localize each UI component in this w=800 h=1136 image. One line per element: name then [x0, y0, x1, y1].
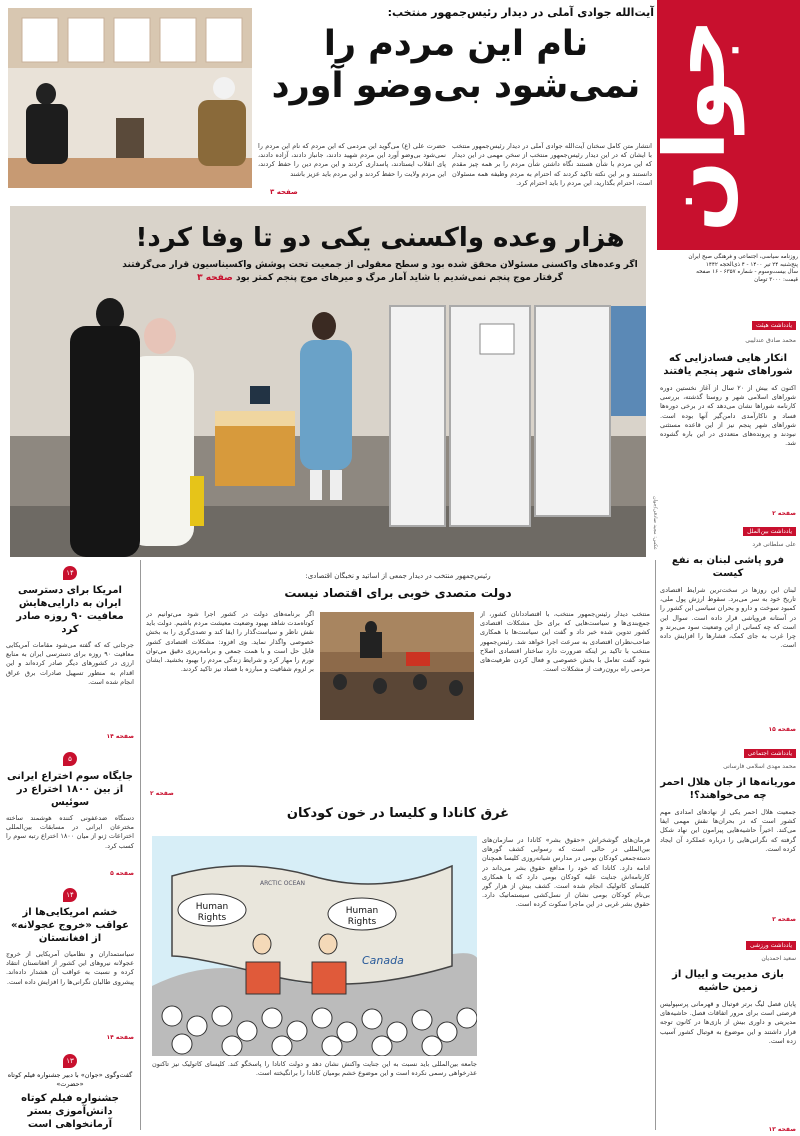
right-item-page-ref: صفحه ۱۳	[768, 1126, 796, 1133]
left-item-headline: جشنواره فیلم کوتاه دانش‌آموزی بستر آرمانخواهی است	[21, 1093, 119, 1130]
column-divider-left	[140, 560, 141, 1130]
main-photo-deck-1: اگر وعده‌های واکسنی مسئولان محقق شده بود و سطح معقولی از جمعیت تحت پوشش واکسیناسیون قرار می‌گرفتند	[122, 260, 638, 270]
right-column-item	[660, 518, 796, 733]
main-photo-caption	[120, 222, 640, 283]
right-item-page-ref: صفحه ۳	[772, 916, 796, 923]
right-item-page-ref: صفحه ۲	[772, 510, 796, 517]
main-photo-deck-2	[120, 273, 640, 283]
masthead-description: روزنامه سیاسی، اجتماعی و فرهنگی صبح ایران	[688, 254, 798, 260]
column-divider-right	[655, 560, 656, 1130]
right-item-body: اکنون که بیش از ۲۰ سال از آغاز نخستین دوره شوراهای اسلامی شهر و روستا گذشته، بررسی کارنامه شوراها نشان می‌دهد که در برخی دوره‌ها فساد و ناکارآمدی دامن‌گیر آنها بوده است. شوراهای شهر پنجم نیز از این قاعده مستثنی نبودند و پرونده‌های متعددی در این باره گشوده شد.	[660, 384, 796, 448]
left-column-item	[6, 888, 134, 1041]
left-item-badge: ۱۴	[63, 566, 77, 580]
cartoon-illustration	[152, 836, 477, 1056]
top-story-headline-1: نام این مردم را	[323, 24, 589, 64]
right-item-body: پایان فصل لیگ برتر فوتبال و قهرمانی پرسپولیس فرصتی است برای مرور اتفاقات فصل. حاشیه‌های مدیریتی و داوری بیش از بازی‌ها در کانون توجه قرار داشتند و این موضوع به فوتبال کشور آسیب زده است.	[660, 1000, 796, 1045]
right-item-headline: بازی مدیریت و اییال از زمین حاشیه	[672, 969, 784, 993]
left-item-headline: جایگاه سوم اختراع ایرانی از بین ۱۸۰۰ اختراع در سوئیس	[7, 771, 133, 808]
cartoon-story-headline: غرق کانادا و کلیسا در خون کودکان	[286, 806, 510, 821]
center-story-photo	[320, 612, 474, 720]
left-item-kicker: گفت‌وگوی «جوان» با دبیر جشنواره فیلم کوتاه «حضرت»	[7, 1071, 133, 1088]
right-item-author: سعید احمدیان	[761, 955, 796, 962]
cartoon-drawing	[152, 836, 477, 1056]
right-item-headline: فرو پاشی لبنان به نفع کیست	[671, 555, 785, 579]
top-story-kicker: آیت‌الله جوادی آملی در دیدار رئیس‌جمهور منتخب:	[387, 6, 654, 19]
main-photo-deck-2-text: گرفتار موج پنجم نمی‌شدیم با شاید آمار مرگ و میرهای موج پنجم کمتر بود	[235, 273, 563, 283]
left-item-body: دستگاه ضدعفونی کننده هوشمند ساخته مخترعان ایرانی در مسابقات بین‌المللی اختراعات ژنو از میان ۱۸۰۰ اختراع رتبه سوم را کسب کرد.	[6, 814, 134, 850]
left-column-item	[6, 752, 134, 877]
left-column	[6, 566, 134, 1132]
right-item-body: جمعیت هلال احمر یکی از نهادهای امدادی مهم کشور است که در بحران‌ها نقش مهمی ایفا می‌کند. اخیراً حاشیه‌هایی پیرامون این نهاد شکل گرفته که نگرانی‌هایی را درباره عملکرد آن ایجاد کرده است.	[660, 808, 796, 853]
masthead-logo: جوان	[646, 18, 744, 232]
right-item-tag: یادداشت هیئت	[752, 321, 796, 330]
center-story-kicker: رئیس‌جمهور منتخب در دیدار جمعی از اساتید و نخبگان اقتصادی:	[305, 572, 491, 580]
left-item-page-ref: صفحه ۵	[110, 870, 134, 877]
left-column-item	[6, 566, 134, 740]
cartoon-story-body-right: فرمان‌های گوشخراش «حقوق بشر» کانادا در سازمان‌های بین‌المللی در حالی است که رسوایی کشف گورهای دسته‌جمعی کودکان بومی در مدارس شبانه‌روزی کلیسا همچنان ادامه دارد. کانادا که خود را مدافع حقوق بشر می‌داند در کارنامه‌اش جنایت علیه کودکان بومی دارد که با همکاری کلیسای کاتولیک انجام شده است. کشف بیش از هزار گور بی‌نام کودکان بومی نشان از نسل‌کشی سیستماتیک دارد. حقوق بشر غربی در این ماجرا سکوت کرده است.	[482, 836, 650, 909]
left-item-badge: ۵	[63, 752, 77, 766]
cartoon-sea-label: ARCTIC OCEAN	[260, 880, 305, 887]
right-column-item	[660, 312, 796, 517]
masthead-logo-block	[646, 0, 800, 250]
center-story-page-ref: صفحه ۲	[150, 790, 174, 797]
center-story-photo-illustration	[320, 612, 474, 720]
right-item-tag: یادداشت بین‌الملل	[743, 527, 796, 536]
right-column-item	[660, 932, 796, 1133]
cartoon-map-label: Canada	[362, 954, 404, 967]
left-item-page-ref: صفحه ۱۴	[106, 733, 134, 740]
main-photo-page-ref: صفحه ۳	[197, 273, 233, 283]
right-item-page-ref: صفحه ۱۵	[768, 726, 796, 733]
masthead-price: قیمت: ۳۰۰۰ تومان	[754, 276, 798, 283]
top-story-body-right: انتشار متن کامل سخنان آیت‌الله جوادی آملی در دیدار رئیس‌جمهور منتخب با ایشان که در این دیدار رئیس‌جمهور منتخب از سخن مهمی در این دیدار که این مردم با شأن هستند نگاه داشتن شأن مردم را بر همه چیز مقدم دانستند و بر این نکته تاکید کردند که احترام به مردم وظیفه همه مسئولان است، احترام بگذارید، این مردم را باید احترام کرد.	[452, 142, 652, 187]
right-item-body: لبنان این روزها در سخت‌ترین شرایط اقتصادی تاریخ خود به سر می‌برد. سقوط ارزش پول ملی، کمبود سوخت و دارو و بحران سیاسی این کشور را در آستانه فروپاشی قرار داده است. سوال این است که چه کسانی از این وضعیت سود می‌برند و چرا غرب به جای کمک، فشارها را افزایش داده است.	[660, 586, 796, 650]
center-story-body-right: منتخب دیدار رئیس‌جمهور منتخب، با اقتصاددانان کشور، از جمع‌بندی‌ها و سیاست‌هایی که برای حل مشکلات اقتصادی کشور تدوین شده خبر داد و گفت این سیاست‌ها با همکاری صاحب‌نظران اقتصادی به سرعت اجرا خواهد شد. رئیس‌جمهور منتخب با تاکید بر اینکه ضرورت دارد ساختار اقتصادی اصلاح شود گفت تعامل با بخش خصوصی و فعال کردن ظرفیت‌های مردمی راه برون‌رفت از مشکلات است.	[480, 610, 650, 674]
right-item-author: محمد مهدی اسلامی فارسانی	[723, 763, 796, 770]
cartoon-sign-1: Human Rights	[195, 902, 229, 923]
left-item-badge: ۱۴	[63, 888, 77, 902]
right-column	[660, 312, 796, 1132]
right-item-tag: یادداشت ورزشی	[746, 941, 796, 950]
cartoon-story-body-bottom: جامعه بین‌المللی باید نسبت به این جنایت واکنش نشان دهد و دولت کانادا را پاسخگو کند. کلیسای کاتولیک نیز تاکنون عذرخواهی رسمی نکرده است و این موضوع خشم بومیان کانادا را برانگیخته است.	[152, 1060, 477, 1078]
center-story-body-left: اگر برنامه‌های دولت در کشور اجرا شود می‌توانیم در کوتاه‌مدت شاهد بهبود وضعیت معیشت مردم باشیم. دولت باید نقش ناظر و سیاست‌گذار را ایفا کند و تصدی‌گری را به بخش خصوصی واگذار نماید. وی افزود: مشکلات اقتصادی کشور قابل حل است و با همت جمعی و برنامه‌ریزی دقیق می‌توان تورم را مهار کرد و شرایط زندگی مردم را بهبود بخشید. ایشان بر لزوم شفافیت و مبارزه با فساد نیز تاکید کردند.	[146, 610, 314, 674]
top-story-photo-illustration	[8, 8, 252, 188]
cartoon-sign-2: Human Rights	[345, 906, 379, 927]
left-item-page-ref: صفحه ۱۴	[106, 1034, 134, 1041]
right-item-author: محمد صادق عندلیبی	[745, 337, 796, 344]
left-item-headline: امریکا برای دسترسی ایران به دارایی‌هایش معافیت ۹۰ روزه صادر کرد	[16, 585, 124, 635]
right-item-headline: انکار هایی فسادزایی که شوراهای شهر پنجم یافتند	[663, 353, 793, 377]
masthead-info	[660, 254, 798, 284]
top-story-photo	[8, 8, 252, 188]
masthead-issue: سال بیست‌وسوم - شماره ۶۳۵۷ - ۱۶ صفحه	[696, 269, 798, 276]
left-column-item	[6, 1054, 134, 1131]
right-column-item	[660, 740, 796, 923]
main-photo-headline: هزار وعده واکسنی یکی دو تا وفا کرد!	[135, 223, 625, 253]
left-item-body: جرجانی که که گفته می‌شود مقامات آمریکایی معافیت ۹۰ روزه برای دسترسی ایران به منابع ارزی در کشورهای دیگر صادر کرده‌اند و این اقدام به منظور تسهیل صادرات برق عراق انجام شده است.	[6, 641, 134, 686]
right-item-headline: موریانه‌ها از جان هلال احمر چه می‌خواهند؟!	[660, 777, 796, 801]
main-photo-credit: عکس: مجید صادقی/جوان	[652, 496, 658, 550]
left-item-headline: خشم امریکایی‌ها از عواقب «خروج عجولانه» از افغانستان	[11, 907, 129, 944]
masthead-date: پنج‌شنبه ۲۴ تیر ۱۴۰۰ - ۴ ذی‌الحجه ۱۴۴۲	[705, 261, 798, 268]
top-story-page-ref: صفحه ۳	[270, 188, 298, 196]
right-item-author: علی سلطانی فرد	[752, 541, 796, 548]
top-story-body-left: حضرت علی (ع) می‌گوید این مردمی که این مردم که نام این مردم را نمی‌شود بی‌وضو آورد این مردم شهید دادند، جانباز دادند، آزاده دادند، پای انقلاب ایستادند، پاسداری کردند و این مردم دین را حفظ کردند، این مردم ولایت را حفظ کردند و این مردم باید عزیز باشند	[258, 142, 446, 178]
left-item-badge: ۱۳	[63, 1054, 77, 1068]
top-story-headline-2: نمی‌شود بی‌وضو آورد	[271, 66, 641, 106]
right-item-tag: یادداشت اجتماعی	[744, 749, 796, 758]
left-item-body: سیاستمداران و نظامیان آمریکایی از خروج عجولانه نیروهای این کشور از افغانستان انتقاد کرده و نسبت به عواقب آن هشدار داده‌اند. پیشروی طالبان نگرانی‌ها را افزایش داده است.	[6, 950, 134, 986]
center-story-headline: دولت متصدی خوبی برای اقتصاد نیست	[284, 586, 512, 600]
